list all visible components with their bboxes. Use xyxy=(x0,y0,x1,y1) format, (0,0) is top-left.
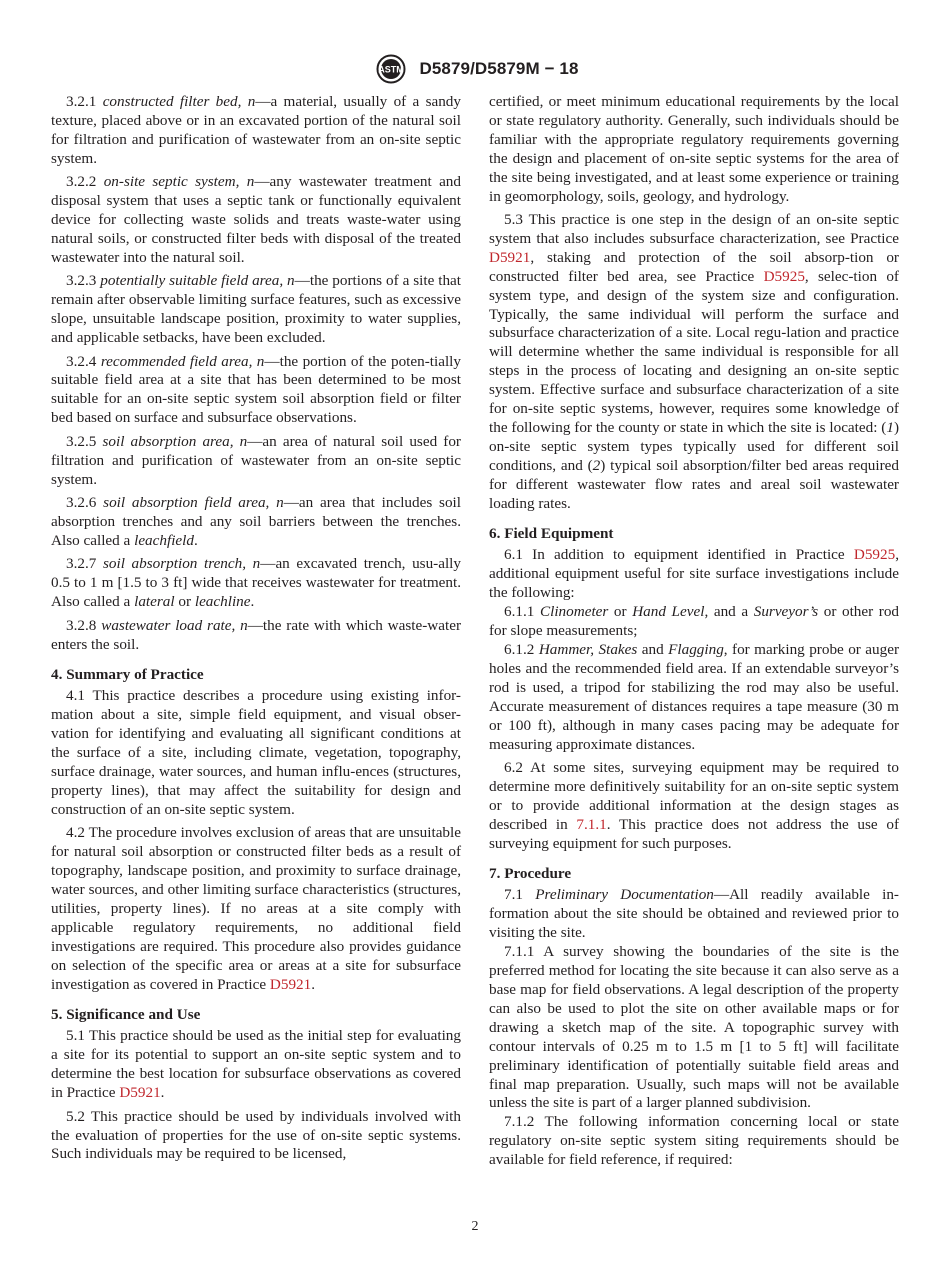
link-d5925[interactable]: D5925 xyxy=(763,267,805,285)
link-d5921[interactable]: D5921 xyxy=(119,1084,161,1102)
left-column xyxy=(51,93,461,1164)
section-heading-7: 7. Procedure xyxy=(489,864,572,882)
paragraph-5-2: 5.2 This practice should be used by individuals involved with the evaluation of properties for the use of on-site septic systems. Such individuals may be required to be licensed, xyxy=(51,1107,461,1163)
right-column xyxy=(489,93,899,1170)
paragraph-7-1-1: 7.1.1 A survey showing the boundaries of the site is the preferred method for locating the site because it can also serve as a base map for field observations. A legal description of the property can also be used to plot the site on other available maps or for drawing a sketch map of the site. A topographic survey with contour intervals of 0.25 m to 1.5 m [1 to 5 ft] will facilitate preliminary identification of potentially suitable field areas and final map preparation. Usually, such maps will not be available unless the site is part of a larger planned subdivision. xyxy=(489,943,899,1112)
section-heading-6: 6. Field Equipment xyxy=(489,524,614,542)
definition-3-2-4: 3.2.4 recommended field area, n—the portion of the poten-tially suitable field area at a site that has been determined to be most suitable for an on-site septic system soil absorption field or filter bed based on surface and subsurface observations. xyxy=(51,352,461,427)
paragraph-6-1-1: 6.1.1 Clinometer or Hand Level, and a Surveyor’s or other rod for slope measurements; xyxy=(489,603,900,640)
paragraph-5-1: 5.1 This practice should be used as the initial step for evaluating a site for its potential to support an on-site septic system and to determine the best location for subsurface observations as covered in Practice D5921. xyxy=(51,1027,461,1102)
definition-3-2-1: 3.2.1 constructed filter bed, n—a material, usually of a sandy texture, placed above or in an excavated portion of the natural soil for filtration and purification of wastewater from an on-site septic system. xyxy=(51,93,461,167)
paragraph-5-3: 5.3 This practice is one step in the design of an on-site septic system that also includes subsurface characterization, see Practice D5921, staking and protection of the soil absorp-tion or constructed filter bed area, see Practice D5925, selec-tion of system type, and design of the system size and configuration. Typically, the same individual will perform the surface and subsurface characterization of a site. Local regu-lation and practice will determine whether the same individual is responsible for all steps in the process of locating and designing an on-site septic system. Effective surface and subsurface characterization of a site for on-site septic systems, however, requires some knowledge of the following for the county or state in which the site is located: (1) on-site septic system types typically used for different soil conditions, and (2) typical soil absorption/filter bed areas required for different wastewater flow rates and areal soil wastewater loading rates. xyxy=(489,211,899,512)
link-7-1-1[interactable]: 7.1.1 xyxy=(576,815,607,833)
paragraph-6-1: 6.1 In addition to equipment identified in Practice D5925, additional equipment useful for site surface investigations include the following: xyxy=(489,546,899,602)
paragraph-7-1: 7.1 Preliminary Documentation—All readily available in-formation about the site should be obtained and reviewed prior to visiting the site. xyxy=(489,886,899,942)
link-d5925[interactable]: D5925 xyxy=(853,546,896,564)
page-number: 2 xyxy=(471,1219,479,1234)
link-d5921[interactable]: D5921 xyxy=(489,248,531,266)
paragraph-7-1-2: 7.1.2 The following information concerning local or state regulatory on-site septic system siting requirements should be available for field reference, if required: xyxy=(489,1113,899,1169)
paragraph-4-2: 4.2 The procedure involves exclusion of areas that are unsuitable for natural soil absorption or constructed filter beds as a result of topography, landscape position, and proximity to surface drainage, water sources, and other limiting surface characteristics (structures, utilities, property lines). If no areas at a site comply with applicable regulatory requirements, no additional field investigations are required. This procedure also provides guidance on selection of the specific area or areas at a site for subsurface investigation as covered in Practice D5921. xyxy=(51,824,461,993)
link-d5921[interactable]: D5921 xyxy=(269,975,312,993)
astm-logo xyxy=(371,54,411,84)
definition-3-2-7: 3.2.7 soil absorption trench, n—an excavated trench, usu-ally 0.5 to 1 m [1.5 to 3 ft] wide that receives wastewater for treatment. Also called a lateral or leachline. xyxy=(51,555,461,611)
definition-3-2-5: 3.2.5 soil absorption area, n—an area of natural soil used for filtration and purification of wastewater from an on-site septic system. xyxy=(51,432,461,488)
paragraph-6-1-2: 6.1.2 Hammer, Stakes and Flagging, for marking probe or auger holes and the recommended field area. If an extendable surveyor’s rod is used, a tripod for stabilizing the rod may also be useful. Accurate measurement of distances requires a tape measure (30 m or 100 ft), although in many cases pacing may be adequate for measuring approximate distances. xyxy=(489,640,900,753)
paragraph-5-2-continued: certified, or meet minimum educational requirements by the local or state regulatory authority. Generally, such individuals should be familiar with the appropriate regulatory requirements governing the design and placement of on-site septic systems for the area of the site being investigated, and at least some experience or training in geomorphology, soils, geology, and hydrology. xyxy=(489,93,899,205)
section-heading-5: 5. Significance and Use xyxy=(51,1005,201,1023)
definition-3-2-6: 3.2.6 soil absorption field area, n—an area that includes soil absorption trenches and any soil barriers between the trenches. Also called a leachfield. xyxy=(51,494,461,549)
page-header xyxy=(0,54,950,84)
section-heading-4: 4. Summary of Practice xyxy=(51,665,204,683)
definition-3-2-2: 3.2.2 on-site septic system, n—any wastewater treatment and disposal system that uses a septic tank or functionally equivalent device for collecting waste solids and treats waste-water using natural soils, or constructed filter beds with disposal of the treated wastewater into the natural soil. xyxy=(51,173,461,266)
paragraph-4-1: 4.1 This practice describes a procedure using existing infor-mation about a site, simple field equipment, and visual obser-vation for identifying and evaluating all significant conditions at the surface of a site, including climate, vegetation, topography, surface drainage, water sources, and human influ-ences (structures, property lines), that may affect the suitability for design and construction of an on-site septic system. xyxy=(51,687,461,818)
svg-text:ASTM: ASTM xyxy=(378,64,405,75)
paragraph-6-2: 6.2 At some sites, surveying equipment may be required to determine more definitively suitability for an on-site septic system or to provide additional information at the design stages as described in 7.1.1. This practice does not address the use of surveying equipment for such purposes. xyxy=(489,759,899,852)
definition-3-2-3: 3.2.3 potentially suitable field area, n—the portions of a site that remain after observable limiting surface features, such as excessive slope, unsuitable landscape position, proximity to water supplies, and applicable setbacks, have been excluded. xyxy=(51,272,461,347)
document-id: D5879/D5879M − 18 xyxy=(419,59,579,78)
definition-3-2-8: 3.2.8 wastewater load rate, n—the rate with which waste-water enters the soil. xyxy=(51,616,462,653)
